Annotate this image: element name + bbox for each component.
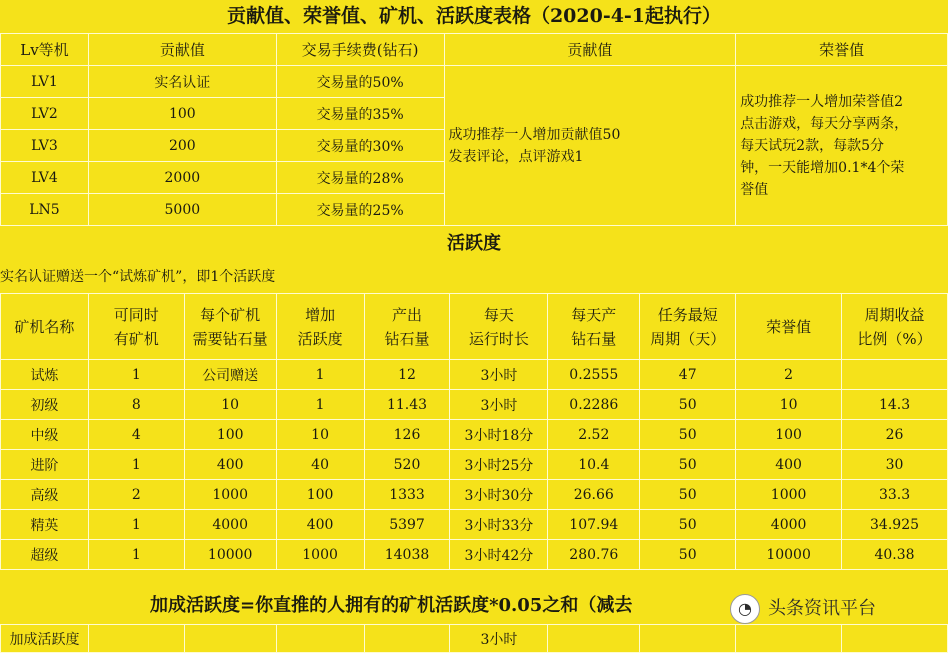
miner-cell: 400	[184, 450, 276, 480]
miner-cell: 初级	[1, 390, 89, 420]
contribution-cell: 200	[88, 130, 276, 162]
miner-cell: 0.2286	[548, 390, 640, 420]
miner-cell: 14038	[364, 540, 450, 570]
miner-cell: 1333	[364, 480, 450, 510]
miner-cell: 50	[640, 540, 736, 570]
miner-table	[0, 293, 948, 570]
contribution-desc-line: 发表评论，点评游戏1	[448, 148, 584, 165]
miner-cell: 2	[88, 480, 184, 510]
miner-header-line: 周期（天）	[650, 329, 726, 348]
miner-cell: 50	[640, 420, 736, 450]
level-table-header	[1, 34, 948, 66]
miner-row	[1, 480, 948, 510]
miner-cell: 试炼	[1, 360, 89, 390]
bonus-cell	[736, 625, 842, 653]
miner-row	[1, 540, 948, 570]
honor-desc-line: 点击游戏，每天分享两条，	[740, 115, 909, 132]
watermark-text: 头条资讯平台	[768, 598, 876, 619]
miner-cell: 3小时30分	[450, 480, 548, 510]
honor-desc-line: 每天试玩2款，每款5分	[740, 137, 885, 154]
bonus-cell: 3小时	[450, 625, 548, 653]
miner-cell: 100	[736, 420, 842, 450]
miner-cell: 34.925	[842, 510, 948, 540]
miner-cell: 中级	[1, 420, 89, 450]
contribution-cell: 2000	[88, 162, 276, 194]
miner-header-line: 每天产	[571, 305, 617, 324]
miner-row	[1, 390, 948, 420]
miner-cell: 1	[88, 540, 184, 570]
miner-cell: 14.3	[842, 390, 948, 420]
contribution-cell: 实名认证	[88, 66, 276, 98]
bonus-cell	[88, 625, 184, 653]
miner-cell: 11.43	[364, 390, 450, 420]
bonus-cell	[184, 625, 276, 653]
miner-header-line: 可同时	[113, 305, 159, 324]
miner-header-line: 每个矿机	[200, 305, 261, 324]
miner-cell: 520	[364, 450, 450, 480]
bonus-cell: 加成活跃度	[1, 625, 89, 653]
miner-header-line: 活跃度	[297, 329, 343, 348]
miner-cell: 30	[842, 450, 948, 480]
miner-cell: 100	[184, 420, 276, 450]
miner-cell: 3小时42分	[450, 540, 548, 570]
formula-text: 加成活跃度=你直推的人拥有的矿机活跃度*0.05之和（减去	[150, 595, 633, 616]
miner-header-line: 比例（%）	[857, 329, 932, 348]
miner-cell: 1	[88, 450, 184, 480]
level-table	[0, 33, 948, 226]
miner-header-cell	[736, 294, 842, 360]
header-contribution: 贡献值	[88, 34, 276, 66]
miner-cell: 1000	[184, 480, 276, 510]
miner-cell: 26	[842, 420, 948, 450]
miner-cell: 50	[640, 390, 736, 420]
miner-cell: 40	[276, 450, 364, 480]
miner-cell: 50	[640, 510, 736, 540]
miner-cell: 3小时25分	[450, 450, 548, 480]
miner-header-cell	[548, 294, 640, 360]
miner-cell: 10	[184, 390, 276, 420]
level-cell: LV1	[1, 66, 89, 98]
bonus-table	[0, 624, 948, 653]
miner-cell: 8	[88, 390, 184, 420]
fee-cell: 交易量的28%	[276, 162, 444, 194]
miner-cell: 47	[640, 360, 736, 390]
miner-row	[1, 360, 948, 390]
miner-header-line: 任务最短	[657, 305, 718, 324]
miner-header-line: 荣誉值	[766, 317, 812, 336]
miner-table-header	[1, 294, 948, 360]
miner-header-cell	[450, 294, 548, 360]
miner-header-cell	[88, 294, 184, 360]
miner-cell: 400	[276, 510, 364, 540]
miner-cell: 280.76	[548, 540, 640, 570]
miner-cell: 1	[88, 510, 184, 540]
honor-desc-line: 成功推荐一人增加荣誉值2	[740, 93, 904, 110]
miner-cell: 50	[640, 450, 736, 480]
fee-cell: 交易量的25%	[276, 194, 444, 226]
miner-cell: 4000	[736, 510, 842, 540]
miner-cell: 公司赠送	[184, 360, 276, 390]
bonus-row	[1, 625, 948, 653]
miner-row	[1, 510, 948, 540]
miner-cell: 进阶	[1, 450, 89, 480]
miner-cell: 0.2555	[548, 360, 640, 390]
miner-header-line: 运行时长	[468, 329, 529, 348]
miner-cell: 2.52	[548, 420, 640, 450]
miner-cell: 400	[736, 450, 842, 480]
miner-cell: 33.3	[842, 480, 948, 510]
contribution-desc-line: 成功推荐一人增加贡献值50	[448, 126, 621, 143]
header-level: Lv等机	[1, 34, 89, 66]
honor-desc-line: 钟，一天能增加0.1*4个荣	[740, 159, 905, 176]
miner-cell: 100	[276, 480, 364, 510]
bonus-cell	[548, 625, 640, 653]
contribution-cell: 100	[88, 98, 276, 130]
bonus-cell	[842, 625, 948, 653]
miner-header-line: 需要钻石量	[192, 329, 268, 348]
miner-cell: 10.4	[548, 450, 640, 480]
miner-header-line: 增加	[305, 305, 336, 324]
contribution-cell: 5000	[88, 194, 276, 226]
miner-cell: 2	[736, 360, 842, 390]
header-fee: 交易手续费(钻石)	[276, 34, 444, 66]
miner-header-cell	[640, 294, 736, 360]
miner-header-cell	[1, 294, 89, 360]
activity-title: 活跃度	[447, 233, 501, 254]
miner-cell: 3小时33分	[450, 510, 548, 540]
miner-cell: 126	[364, 420, 450, 450]
miner-header-line: 有矿机	[113, 329, 159, 348]
miner-header-line: 每天	[483, 305, 514, 324]
header-contribution-desc: 贡献值	[444, 34, 736, 66]
miner-cell: 10	[736, 390, 842, 420]
miner-cell: 3小时	[450, 390, 548, 420]
watermark	[730, 593, 876, 625]
miner-cell: 1000	[276, 540, 364, 570]
miner-cell: 精英	[1, 510, 89, 540]
wechat-icon: ◔	[730, 594, 760, 624]
miner-header-line: 钻石量	[384, 329, 430, 348]
contribution-desc	[444, 66, 736, 226]
miner-header-line: 产出	[392, 305, 423, 324]
miner-cell: 高级	[1, 480, 89, 510]
miner-cell: 4000	[184, 510, 276, 540]
miner-cell: 107.94	[548, 510, 640, 540]
miner-header-cell	[184, 294, 276, 360]
miner-cell: 3小时	[450, 360, 548, 390]
miner-header-cell	[842, 294, 948, 360]
page-title: 贡献值、荣誉值、矿机、活跃度表格（2020-4-1起执行）	[226, 5, 722, 27]
bonus-cell	[640, 625, 736, 653]
level-cell: LV4	[1, 162, 89, 194]
miner-cell: 1	[88, 360, 184, 390]
miner-cell: 1	[276, 360, 364, 390]
miner-cell: 40.38	[842, 540, 948, 570]
activity-note: 实名认证赠送一个“试炼矿机”，即1个活跃度	[0, 269, 276, 285]
fee-cell: 交易量的30%	[276, 130, 444, 162]
honor-desc-line: 誉值	[740, 181, 769, 198]
level-cell: LV2	[1, 98, 89, 130]
miner-cell: 超级	[1, 540, 89, 570]
level-cell: LV3	[1, 130, 89, 162]
bonus-cell	[276, 625, 364, 653]
miner-header-line: 周期收益	[864, 305, 925, 324]
miner-cell: 5397	[364, 510, 450, 540]
miner-cell: 10	[276, 420, 364, 450]
miner-header-line: 钻石量	[571, 329, 617, 348]
miner-cell: 10000	[184, 540, 276, 570]
miner-cell: 12	[364, 360, 450, 390]
miner-cell: 4	[88, 420, 184, 450]
honor-desc	[736, 66, 948, 226]
miner-cell: 50	[640, 480, 736, 510]
miner-cell: 3小时18分	[450, 420, 548, 450]
bonus-cell	[364, 625, 450, 653]
miner-row	[1, 450, 948, 480]
miner-header-line: 矿机名称	[14, 317, 75, 336]
miner-header-cell	[276, 294, 364, 360]
miner-cell: 26.66	[548, 480, 640, 510]
level-cell: LN5	[1, 194, 89, 226]
miner-cell	[842, 360, 948, 390]
miner-header-cell	[364, 294, 450, 360]
fee-cell: 交易量的35%	[276, 98, 444, 130]
miner-cell: 1	[276, 390, 364, 420]
miner-row	[1, 420, 948, 450]
miner-cell: 10000	[736, 540, 842, 570]
fee-cell: 交易量的50%	[276, 66, 444, 98]
miner-cell: 1000	[736, 480, 842, 510]
level-row	[1, 66, 948, 98]
header-honor-desc: 荣誉值	[736, 34, 948, 66]
